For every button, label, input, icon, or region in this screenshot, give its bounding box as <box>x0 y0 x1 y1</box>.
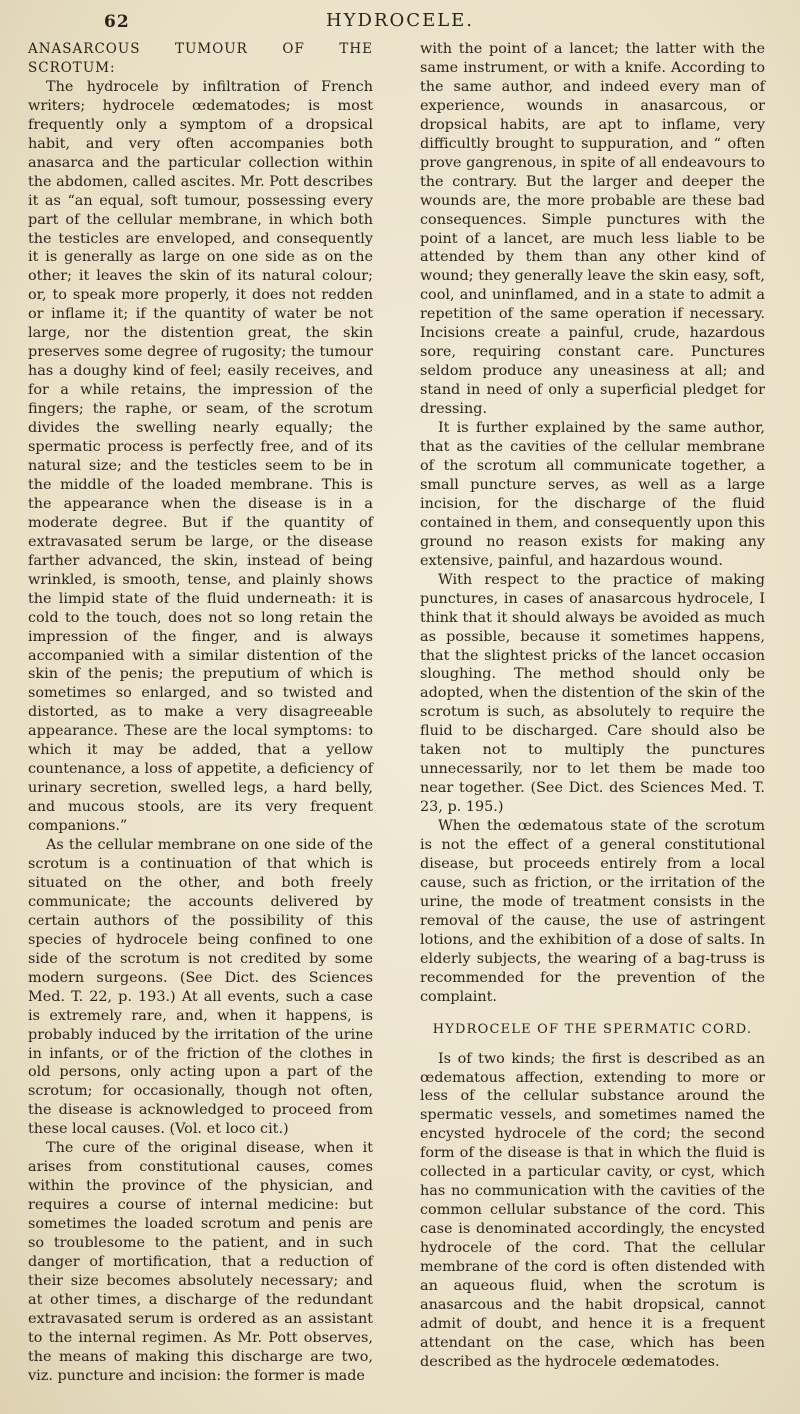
paragraph: It is further explained by the same author, that as the cavities of the cellular membrane of the scrotum all communicate together, a small puncture serves, as well as a large incision, for the discharge of the fluid contained in them, and consequently upon this ground no reason exists for making any extensive, painful, and hazardous wound. <box>420 420 765 569</box>
page-header <box>0 8 800 36</box>
paragraph: As the cellular membrane on one side of the scrotum is a continuation of that which is situated on the other, and both freely communicate; the accounts delivered by certain authors of the possibility of this species of hydrocele being confined to one side of the scrotum is not credited by some modern surgeons. (See Dict. des Sciences Med. T. 22, p. 193.) At all events, such a case is extremely rare, and, when it happens, is probably induced by the irritation of the urine in infants, or of the friction of the clothes in old persons, only acting upon a part of the scrotum; for occasionally, though not often, the disease is acknowledged to proceed from these local causes. (Vol. et loco cit.) <box>28 837 373 1138</box>
page-number: 62 <box>104 12 130 32</box>
paragraph: The cure of the original disease, when it arises from constitutional causes, comes within the province of the physician, and requires a course of internal medicine: but sometimes the loaded scrotum and penis are so troublesome to the patient, and in such danger of mortification, that a reduction of their size becomes absolutely necessary; and at other times, a discharge of the redundant extravasated serum is ordered as an assistant to the internal regimen. As Mr. Pott observes, the means of making this discharge are two, viz. puncture and incision: the former is made <box>28 1140 373 1384</box>
section-title: ANASARCOUS TUMOUR OF THE SCROTUM: <box>28 41 373 76</box>
paragraph: with the point of a lancet; the latter with the same instrument, or with a knife. According to the same author, and indeed every man of experience, wounds in anasarcous, or dropsical habits, are apt to inflame, very difficultly brought to suppuration, and “ often prove gangrenous, in spite of all endeavours to the contrary. But the larger and deeper the wounds are, the more probable are these bad consequences. Simple punctures with the point of a lancet, are much less liable to be attended by them than any other kind of wound; they generally leave the skin easy, soft, cool, and uninflamed, and in a state to admit a repetition of the same operation if necessary. Incisions create a painful, crude, hazardous sore, requiring constant care. Punctures seldom produce any uneasiness at all; and stand in need of only a superficial pledget for dressing. <box>420 41 765 418</box>
section-heading: HYDROCELE OF THE SPERMATIC CORD. <box>432 1021 753 1037</box>
paragraph: With respect to the practice of making punctures, in cases of anasarcous hydrocele, I think that it should always be avoided as much as possible, because it sometimes happens, that the slightest pricks of the lancet occasion sloughing. The method should only be adopted, when the distention of the skin of the scrotum is such, as absolutely to require the fluid to be discharged. Care should also be taken not to multiply the punctures unnecessarily, nor to let them be made too near together. (See Dict. des Sciences Med. T. 23, p. 195.) <box>420 571 765 816</box>
left-column <box>28 40 373 1386</box>
running-head: HYDROCELE. <box>325 10 475 31</box>
paragraph: Is of two kinds; the first is described as an œdematous affection, extending to more or less of the cellular substance around the spermatic vessels, and sometimes named the encysted hydrocele of the cord; the second form of the disease is that in which the fluid is collected in a particular cavity, or cyst, which has no communication with the cavities of the common cellular substance of the cord. This case is denominated accordingly, the encysted hydrocele of the cord. That the cellular membrane of the cord is often distended with an aqueous fluid, when the scrotum is anasarcous and the habit dropsical, cannot admit of doubt, and hence it is a frequent attendant on the case, which has been described as the hydrocele œdematodes. <box>420 1050 765 1370</box>
paragraph: The hydrocele by infiltration of French writers; hydrocele œdematodes; is most frequently only a symptom of a dropsical habit, and very often accompanies both anasarca and the particular collection within the abdomen, called ascites. Mr. Pott describes it as “an equal, soft tumour, possessing every part of the cellular membrane, in which both the testicles are enveloped, and consequently it is generally as large on one side as on the other; it leaves the skin of its natural colour; or, to speak more properly, it does not redden or inflame it; if the quantity of water be not large, nor the distention great, the skin preserves some degree of rugosity; the tumour has a doughy kind of feel; easily receives, and for a while retains, the impression of the fingers; the raphe, or seam, of the scrotum divides the swelling nearly equally; the spermatic process is perfectly free, and of its natural size; and the testicles seem to be in the middle of the loaded membrane. This is the appearance when the disease is in a moderate degree. But if the quantity of extravasated serum be large, or the disease farther advanced, the skin, instead of being wrinkled, is smooth, tense, and plainly shows the limpid state of the fluid underneath: it is cold to the touch, does not so long retain the impression of the finger, and is always accompanied with a similar distention of the skin of the penis; the preputium of which is sometimes so enlarged, and so twisted and distorted, as to make a very disagreeable appearance. These are the local symptoms: to which it may be added, that a yellow countenance, a loss of appetite, a deficiency of urinary secretion, swelled legs, a hard belly, and mucous stools, are its very frequent companions.” <box>28 78 373 835</box>
paragraph: When the œdematous state of the scrotum is not the effect of a general constitutional disease, but proceeds entirely from a local cause, such as friction, or the irritation of the urine, the mode of treatment consists in the removal of the cause, the use of astringent lotions, and the exhibition of a dose of salts. In elderly subjects, the wearing of a bag-truss is recommended for the prevention of the complaint. <box>420 818 765 1005</box>
right-column <box>420 40 765 1372</box>
